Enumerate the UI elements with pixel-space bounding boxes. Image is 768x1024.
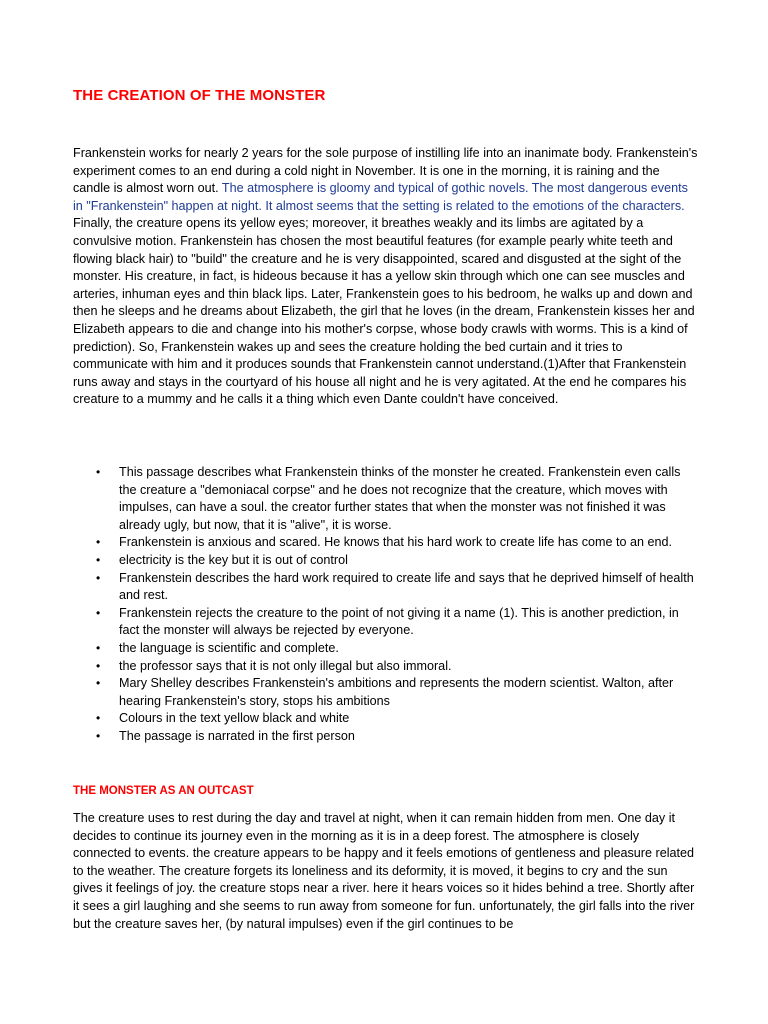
bullet-icon: • <box>96 465 101 479</box>
list-item <box>73 710 698 728</box>
highlighted-text: The atmosphere is gloomy and typical of gothic novels. The most dangerous events in "Frankenstein" happen at night. It almost seems that the setting is related to the emotions of the characters. <box>73 181 688 213</box>
list-item-text: Frankenstein describes the hard work required to create life and says that he deprived himself of health and rest. <box>119 570 694 603</box>
bullet-icon: • <box>96 552 101 567</box>
list-item <box>73 640 698 658</box>
list-item-text: electricity is the key but it is out of control <box>119 552 348 567</box>
list-item-text: the language is scientific and complete. <box>119 640 339 655</box>
list-item-text: Frankenstein rejects the creature to the point of not giving it a name (1). This is another prediction, in fact the monster will always be rejected by everyone. <box>119 605 679 638</box>
bullet-icon: • <box>96 658 101 673</box>
bullet-list <box>73 464 698 746</box>
list-item-text: Frankenstein is anxious and scared. He knows that his hard work to create life has come to an end. <box>119 535 673 550</box>
page-title: THE CREATION OF THE MONSTER <box>73 87 326 104</box>
list-item <box>73 605 698 640</box>
paragraph-creation <box>73 145 698 409</box>
list-item <box>73 552 698 570</box>
bullet-icon: • <box>96 535 101 550</box>
list-item <box>73 570 698 605</box>
list-item-text: The passage is narrated in the first person <box>119 728 355 743</box>
list-item <box>73 534 698 552</box>
paragraph-text: Frankenstein works for nearly 2 years for the sole purpose of instilling life into an inanimate body. Frankenstein's experiment comes to an end during a cold night in November. It is one in the morning, it is raining and the candle is almost worn out. <box>73 146 698 196</box>
list-item-text: Colours in the text yellow black and white <box>119 711 350 726</box>
paragraph-text: Finally, the creature opens its yellow eyes; moreover, it breathes weakly and its limbs are agitated by a convulsive motion. Frankenstein has chosen the most beautiful features (for example pearly white teeth and flowing black hair) to "build" the creature and he is very disappointed, scared and disgusted at the sight of the monster. His creature, in fact, is hideous because it has a yellow skin through which one can see muscles and arteries, inhuman eyes and thin black lips. Later, Frankenstein goes to his bedroom, he walks up and down and then he sleeps and he dreams about Elizabeth, the girl that he loves (in the dream, Frankenstein kisses her and Elizabeth appears to die and change into his mother's corpse, whose body crawls with worms. This is a kind of prediction). So, Frankenstein wakes up and sees the creature holding the bed curtain and it tries to communicate with him and it produces sounds that Frankenstein cannot understand.(1)After that Frankenstein runs away and stays in the courtyard of his house all night and he is very agitated. At the end he compares his creature to a mummy and he calls it a thing which even Dante couldn't have conceived. <box>73 216 695 407</box>
bullet-icon: • <box>96 728 101 743</box>
list-item <box>73 464 698 534</box>
bullet-icon: • <box>96 640 101 655</box>
list-item-text: the professor says that it is not only illegal but also immoral. <box>119 658 452 673</box>
bullet-icon: • <box>96 570 101 585</box>
list-item <box>73 658 698 676</box>
bullet-icon: • <box>96 605 101 620</box>
bullet-icon: • <box>96 711 101 726</box>
paragraph-outcast: The creature uses to rest during the day and travel at night, when it can remain hidden from men. One day it decides to continue its journey even in the morning as it is in a deep forest. The atmosphere is closely connected to events. the creature appears to be happy and it feels emotions of gentleness and pleasure related to the weather. The creature forgets its loneliness and its deformity, it is moved, it begins to cry and the sun gives it feelings of joy. the creature stops near a river. here it hears voices so it hides behind a tree. Shortly after it sees a girl laughing and she seems to run away from someone for fun. unfortunately, the girl falls into the river but the creature saves her, (by natural impulses) even if the girl continues to be <box>73 811 695 931</box>
list-item <box>73 728 698 746</box>
list-item-text: This passage describes what Frankenstein thinks of the monster he created. Frankenstein even calls the creature a "demoniacal corpse" and he does not recognize that the creature, which moves with impulses, can have a soul. the creator further states that when the monster was not finished it was already ugly, but now, that it is "alive", it is worse. <box>119 465 681 532</box>
list-item-text: Mary Shelley describes Frankenstein's ambitions and represents the modern scientist. Walton, after hearing Frankenstein's story, stops his ambitions <box>119 676 674 708</box>
section-heading: THE MONSTER AS AN OUTCAST <box>73 785 254 797</box>
bullet-icon: • <box>96 676 101 691</box>
list-item <box>73 675 698 710</box>
